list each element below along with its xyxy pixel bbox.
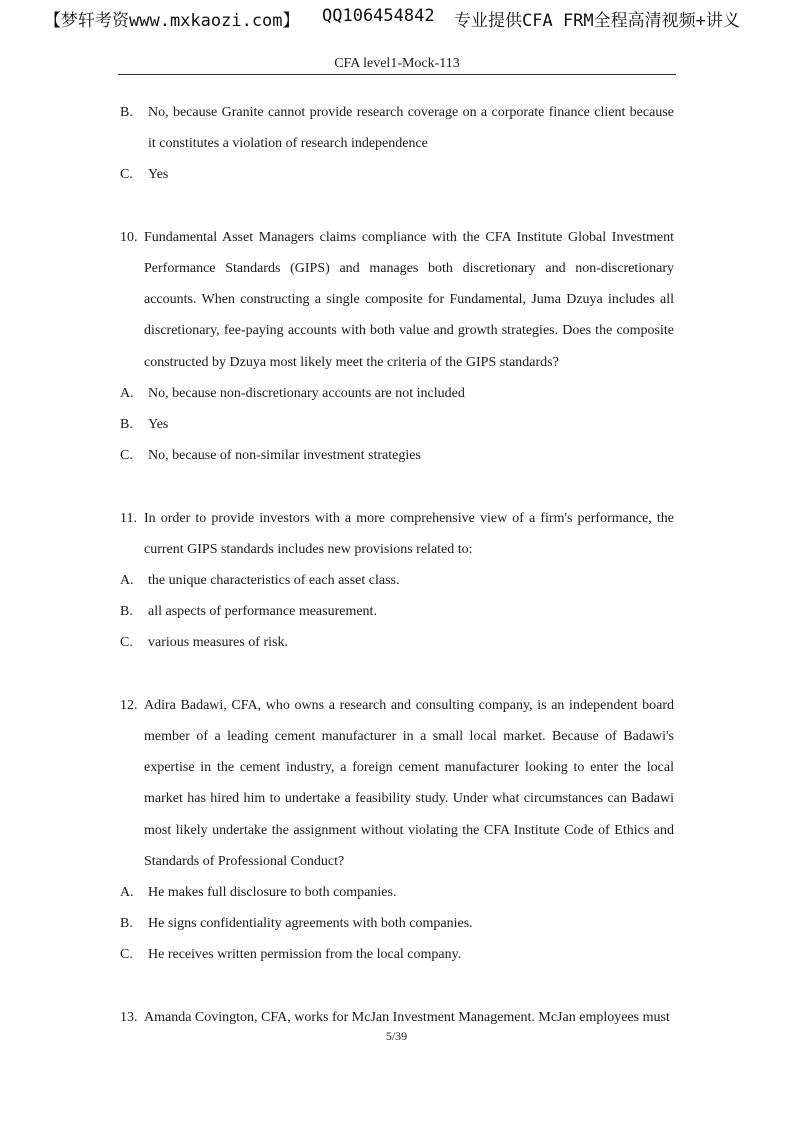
option-text: No, because of non-similar investment strategies [148, 448, 421, 464]
question-stem: Adira Badawi, CFA, who owns a research and consulting company, is an independent board member of a leading cement manufacturer in a small local market. Because of Badawi's expertise in the cement industry, a foreign cement manufacturer looking to enter the local market has hired him to undertake a feasibility study. Under what circumstances can Badawi most likely undertake the assignment without violating the CFA Institute Code of Ethics and Standards of Professional Conduct? [144, 697, 674, 869]
option-letter: B. [120, 916, 133, 932]
option [118, 565, 674, 596]
option-text: various measures of risk. [148, 635, 288, 651]
banner-qq: QQ106454842 [322, 6, 435, 26]
question-11 [118, 503, 674, 659]
question-12 [118, 690, 674, 971]
option [118, 908, 674, 939]
option-letter: A. [120, 573, 134, 589]
option-letter: A. [120, 385, 134, 401]
option-text: Yes [148, 167, 169, 183]
option-letter: A. [120, 885, 134, 901]
banner-tagline: 专业提供CFA FRM全程高清视频+讲义 [454, 11, 740, 31]
banner-site: 【梦轩考资www.mxkaozi.com】 [44, 11, 300, 31]
option-letter: B. [120, 604, 133, 620]
option-letter: B. [120, 105, 133, 120]
option-text: the unique characteristics of each asset class. [148, 573, 400, 589]
question-stem: In order to provide investors with a more comprehensive view of a firm's performance, the current GIPS standards includes new provisions related to: [144, 510, 674, 557]
option-text: He signs confidentiality agreements with both companies. [148, 916, 473, 932]
question-number: 11. [120, 510, 137, 526]
option-letter: B. [120, 417, 133, 433]
question-number: 10. [120, 229, 138, 245]
page-number: 5/39 [385, 1029, 408, 1043]
watermark-banner [0, 6, 793, 34]
continued-options [118, 97, 674, 191]
option [118, 97, 674, 159]
page-content [118, 97, 674, 1033]
option-text: He receives written permission from the local company. [148, 947, 462, 963]
question-number: 13. [120, 1009, 138, 1025]
option-letter: C. [120, 635, 133, 651]
question-stem: Fundamental Asset Managers claims compliance with the CFA Institute Global Investment Performance Standards (GIPS) and manages both discretionary and non-discretionary accounts. When constructing a single composite for Fundamental, Juma Dzuya includes all discretionary, fee-paying accounts with both value and growth strategies. Does the composite constructed by Dzuya most likely meet the criteria of the GIPS standards? [144, 229, 674, 370]
option [118, 627, 674, 658]
option-text: all aspects of performance measurement. [148, 604, 377, 620]
option-text: He makes full disclosure to both companies. [148, 885, 397, 901]
question-stem: Amanda Covington, CFA, works for McJan Investment Management. McJan employees must [144, 1009, 670, 1025]
option [118, 596, 674, 627]
option-letter: C. [120, 167, 133, 183]
option [118, 440, 674, 471]
option [118, 378, 674, 409]
header-rule [118, 74, 676, 75]
option [118, 939, 674, 970]
option-letter: C. [120, 947, 133, 963]
option-text: Yes [148, 417, 169, 433]
option-letter: C. [120, 448, 133, 464]
question-10 [118, 222, 674, 472]
running-header: CFA level1-Mock-113 [334, 56, 460, 71]
option [118, 877, 674, 908]
option-text: No, because non-discretionary accounts are not included [148, 385, 465, 401]
option-text: No, because Granite cannot provide research coverage on a corporate finance client because it constitutes a violation of research independence [148, 105, 674, 152]
option [118, 159, 674, 190]
option [118, 409, 674, 440]
question-number: 12. [120, 697, 138, 713]
